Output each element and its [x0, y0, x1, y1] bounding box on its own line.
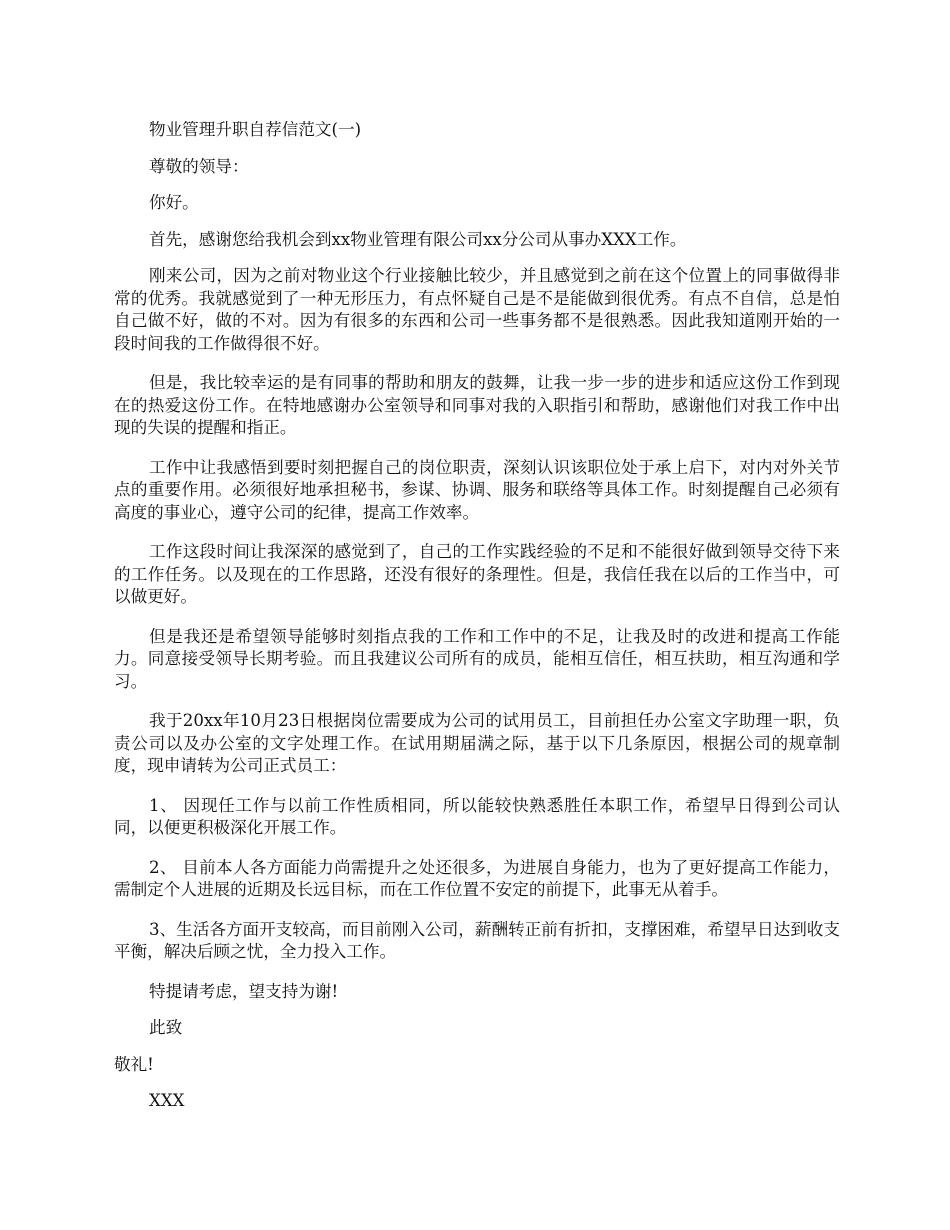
document-title: 物业管理升职自荐信范文(一): [149, 120, 362, 139]
list-item: 1、 因现任工作与以前工作性质相同，所以能较快熟悉胜任本职工作，希望早日得到公司认同，以便更积极深化开展工作。: [114, 795, 840, 837]
list-item: 3、生活各方面开支较高，而目前刚入公司，薪酬转正前有折扣，支撑困难，希望早日达到收支平衡，解决后顾之忧，全力投入工作。: [114, 919, 840, 961]
closing-request: 特提请考虑，望支持为谢!: [149, 981, 339, 1001]
paragraph: 但是我还是希望领导能够时刻指点我的工作和工作中的不足，让我及时的改进和提高工作能力。同意接受领导长期考验。而且我建议公司所有的成员，能相互信任，相互扶助，相互沟通和学习。: [114, 626, 840, 691]
salutation: 尊敬的领导：: [149, 156, 249, 176]
list-item: 2、 目前本人各方面能力尚需提升之处还很多，为进展自身能力，也为了更好提高工作能力，需制定个人进展的近期及长远目标，而在工作位置不安定的前提下，此事无从着手。: [114, 857, 840, 899]
paragraph: 工作这段时间让我深深的感觉到了，自己的工作实践经验的不足和不能很好做到领导交待下来的工作任务。以及现在的工作思路，还没有很好的条理性。但是，我信任我在以后的工作当中，可以做更好。: [114, 542, 840, 606]
paragraph: 首先，感谢您给我机会到xx物业管理有限公司xx分公司从事办XXX工作。: [149, 229, 687, 249]
closing-line: 此致: [149, 1018, 183, 1037]
greeting: 你好。: [149, 193, 199, 212]
paragraph: 刚来公司，因为之前对物业这个行业接触比较少，并且感觉到之前在这个位置上的同事做得非常的优秀。我就感觉到了一种无形压力，有点怀疑自己是不是能做到很优秀。有点不自信，总是怕自己做不好，做的不对。因为有很多的东西和公司一些事务都不是很熟悉。因此我知道刚开始的一段时间我的工作做得很不好。: [114, 266, 840, 353]
paragraph: 我于20xx年10月23日根据岗位需要成为公司的试用员工，目前担任办公室文字助理一职，负责公司以及办公室的文字处理工作。在试用期届满之际，基于以下几条原因，根据公司的规章制度，现申请转为公司正式员工：: [114, 711, 840, 775]
paragraph: 工作中让我感悟到要时刻把握自己的岗位职责，深刻认识该职位处于承上启下，对内对外关节点的重要作用。必须很好地承担秘书，参谋、协调、服务和联络等具体工作。时刻提醒自己必须有高度的事业心，遵守公司的纪律，提高工作效率。: [114, 457, 840, 522]
closing-salute: 敬礼!: [114, 1054, 154, 1074]
document-page: [114, 119, 840, 1127]
signature: XXX: [149, 1091, 185, 1110]
paragraph: 但是，我比较幸运的是有同事的帮助和朋友的鼓舞，让我一步一步的进步和适应这份工作到现在的热爱这份工作。在特地感谢办公室领导和同事对我的入职指引和帮助，感谢他们对我工作中出现的失误的提醒和指正。: [114, 373, 840, 437]
